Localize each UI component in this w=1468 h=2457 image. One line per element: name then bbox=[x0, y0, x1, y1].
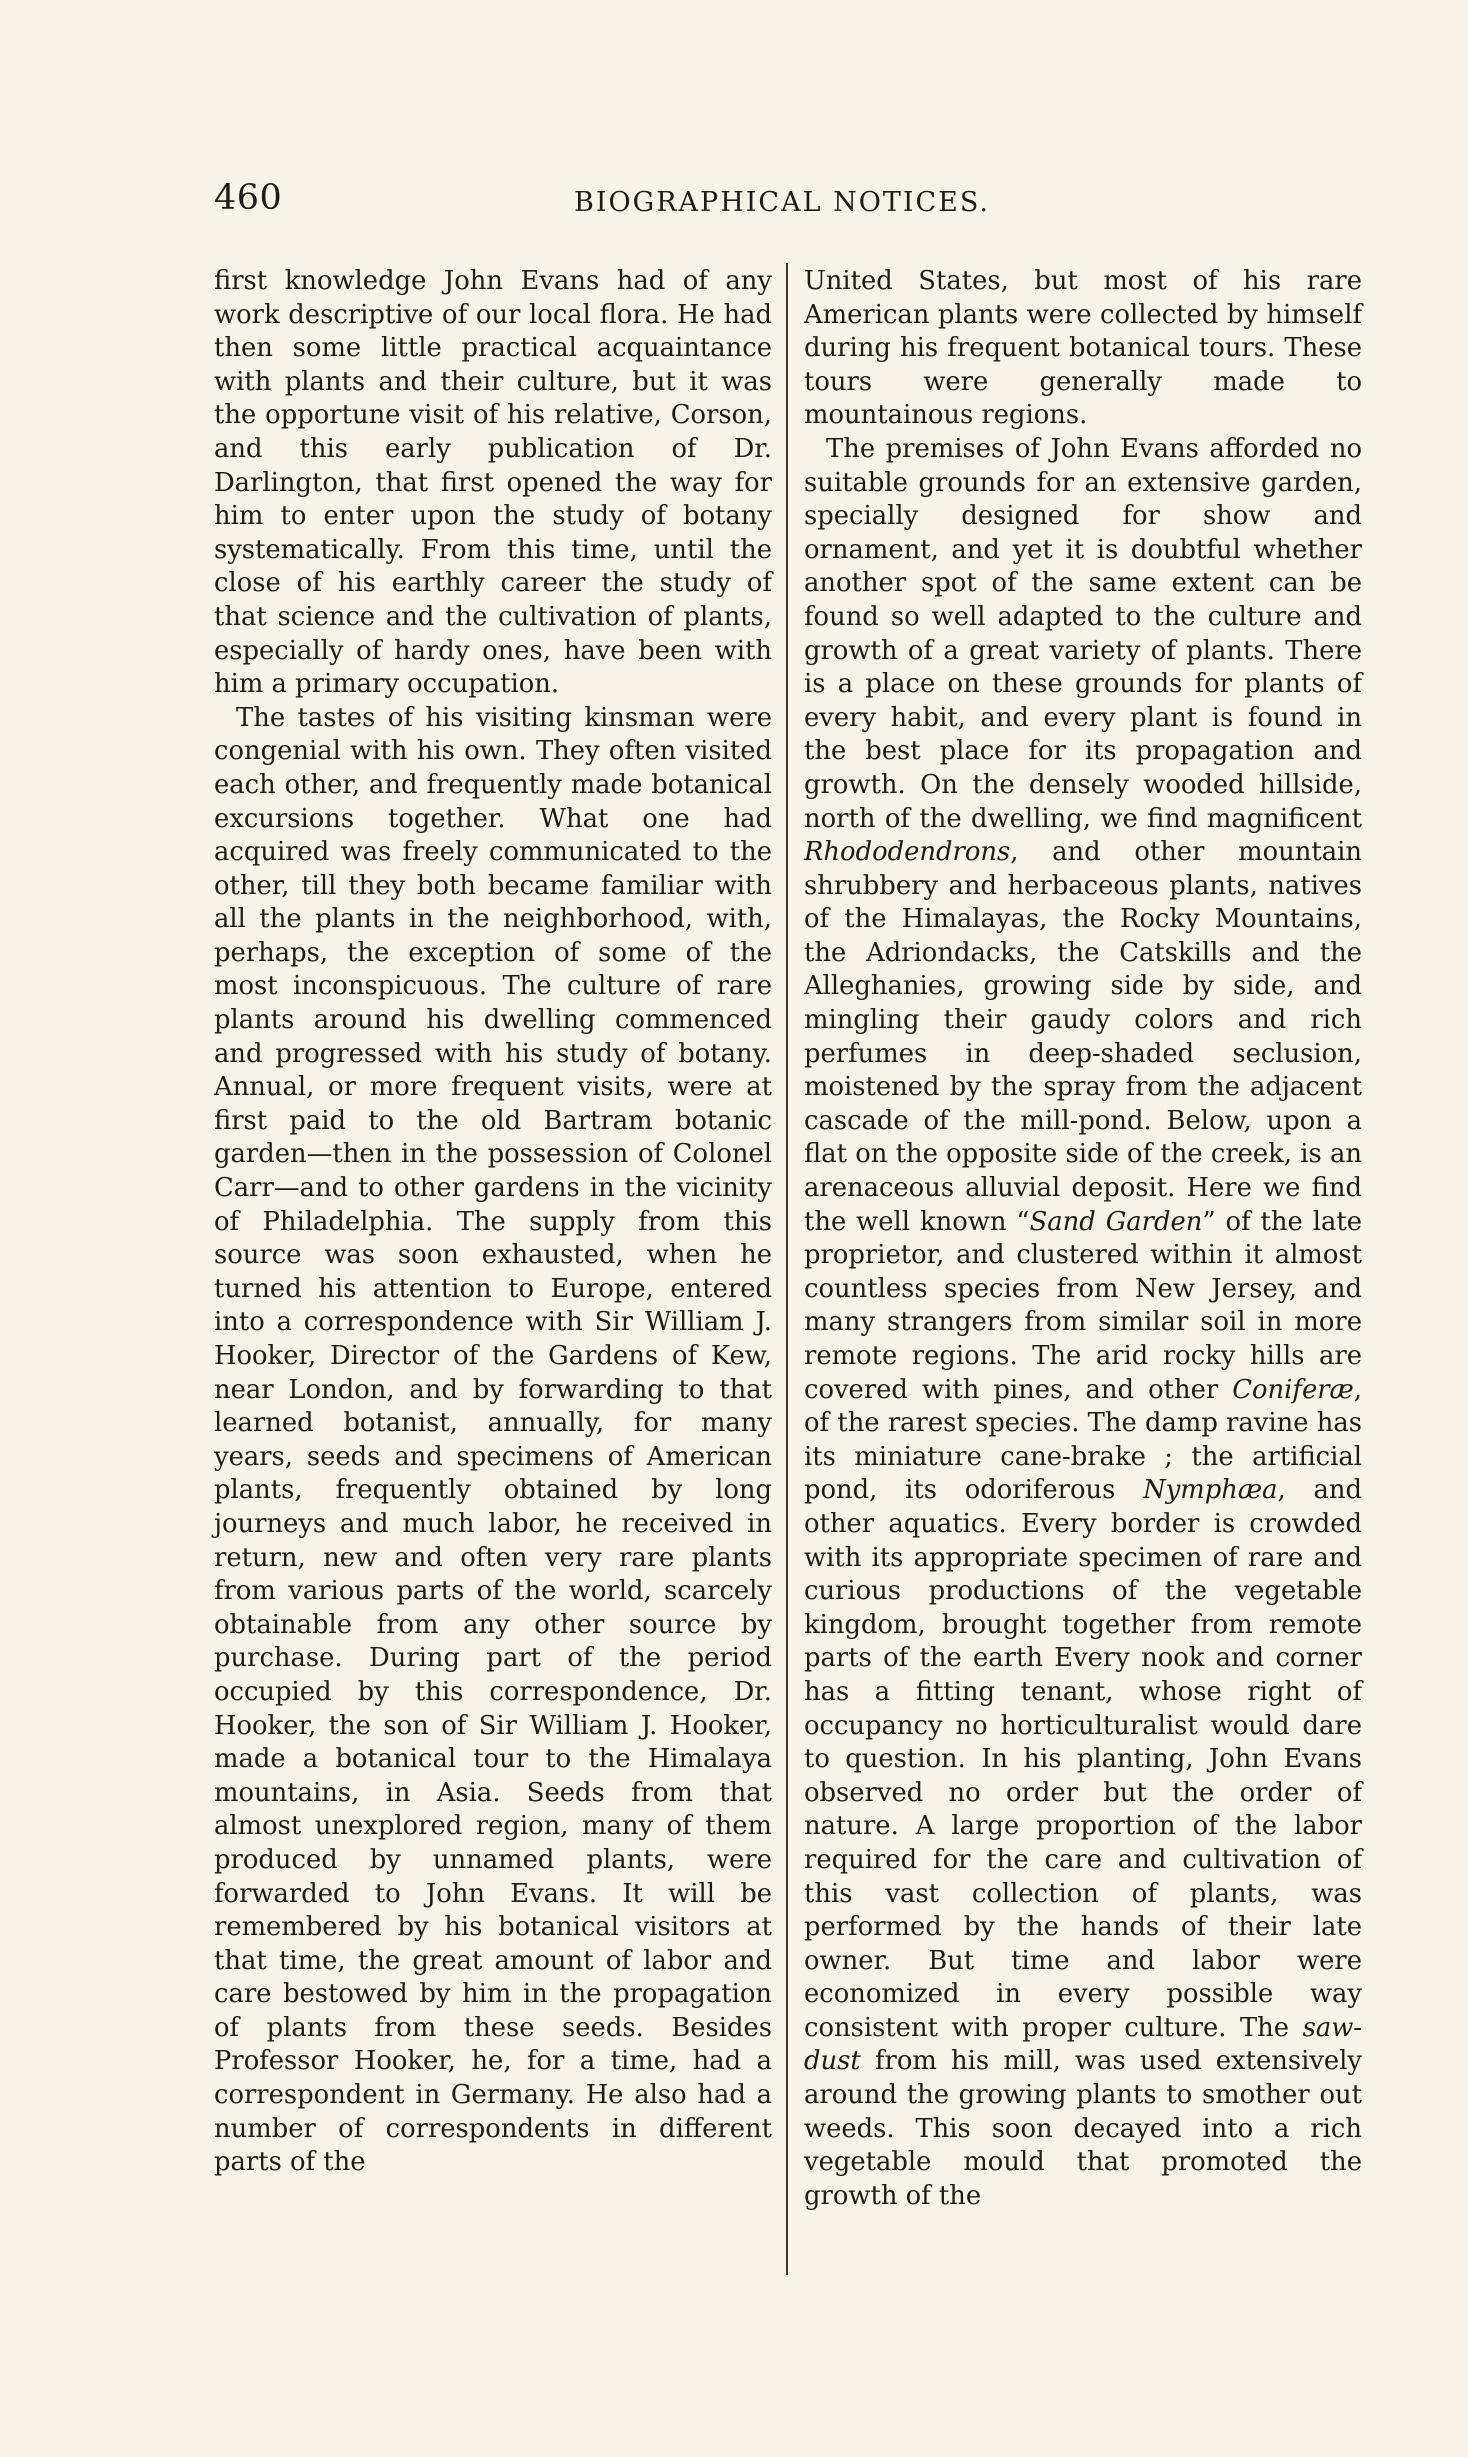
paragraph bbox=[804, 433, 1362, 2213]
text-run: , of the rarest species. The damp ravine has its miniature cane-brake ; the artificial pond, its odoriferous bbox=[804, 1374, 1362, 1506]
taxon-name: Nymphæa bbox=[1143, 1475, 1278, 1506]
emphasized-term: saw-dust bbox=[804, 2012, 1362, 2077]
paragraph: first knowledge John Evans had of any work descriptive of our local flora. He had then some little practical acquaintance with plants and their culture, but it was the opportune visit of his relative, Corson, and this early publication of Dr. Darlington, that first opened the way for him to enter upon the study of botany systematically. From this time, until the close of his earthly career the study of that science and the cultivation of plants, especially of hardy ones, have been with him a primary occupation. bbox=[214, 266, 772, 700]
running-head: BIOGRAPHICAL NOTICES. bbox=[574, 187, 991, 218]
page-header bbox=[214, 178, 1374, 228]
paragraph: The tastes of his visiting kinsman were congenial with his own. They often visited each other, and frequently made botanical excursions together. What one had acquired was freely communicated to the other, till they both became familiar with all the plants in the neighborhood, with, perhaps, the exception of some of the most inconspicuous. The culture of rare plants around his dwelling commenced and progressed with his study of botany. Annual, or more frequent visits, were at first paid to the old Bartram botanic garden—then in the possession of Colonel Carr—and to other gardens in the vicinity of Philadelphia. The supply from this source was soon exhausted, when he turned his attention to Europe, entered into a correspondence with Sir William J. Hooker, Director of the Gardens of Kew, near London, and by forwarding to that learned botanist, annually, for many years, seeds and specimens of American plants, frequently obtained by long journeys and much labor, he received in return, new and often very rare plants from various parts of the world, scarcely obtainable from any other source by purchase. During part of the period occupied by this correspondence, Dr. Hooker, the son of Sir William J. Hooker, made a botanical tour to the Himalaya mountains, in Asia. Seeds from that almost unexplored region, many of them produced by unnamed plants, were forwarded to John Evans. It will be remembered by his botanical visitors at that time, the great amount of labor and care bestowed by him in the propagation of plants from these seeds. Besides Professor Hooker, he, for a time, had a correspondent in Germany. He also had a number of correspondents in different parts of the bbox=[214, 702, 772, 2178]
text-run: , and other aquatics. Every border is crowded with its appropriate specimen of rare and curious productions of the vegetable kingdom, brought together from remote parts of the earth Every nook and corner has a fitting tenant, whose right of occupancy no horticulturalist would dare to question. In his planting, John Evans observed no order but the order of nature. A large proportion of the labor required for the care and cultivation of this vast collection of plants, was performed by the hands of their late owner. But time and labor were economized in every possible way consistent with proper culture. The bbox=[804, 1475, 1362, 2043]
text-run: , and other mountain shrubbery and herbaceous plants, natives of the Himalayas, the Rocky Mountains, the Adriondacks, the Catskills and the Alleghanies, growing side by side, and mingling their gaudy colors and rich perfumes in deep-shaded seclusion, moistened by the spray from the adjacent cascade of the mill-pond. Below, upon a flat on the opposite side of the creek, is an arenaceous alluvial deposit. Here we find the well known “ bbox=[804, 837, 1362, 1237]
taxon-name: Coniferæ bbox=[1232, 1374, 1354, 1405]
text-run: The premises of John Evans afforded no suitable grounds for an extensive garden, specially designed for show and ornament, and yet it is doubtful whether another spot of the same extent can be found so well adapted to the culture and growth of a great variety of plants. There is a place on these grounds for plants of every habit, and every plant is found in the best place for its propagation and growth. On the densely wooded hillside, north of the dwelling, we find magnificent bbox=[804, 433, 1362, 834]
text-run: ” of the late proprietor, and clustered within it almost countless species from New Jersey, and many strangers from similar soil in more remote regions. The arid rocky hills are covered with pines, and other bbox=[804, 1206, 1363, 1405]
garden-name: Sand Garden bbox=[1029, 1206, 1203, 1237]
right-column bbox=[804, 265, 1362, 2213]
column-divider bbox=[786, 263, 788, 2275]
page-number: 460 bbox=[214, 178, 283, 218]
left-column bbox=[214, 265, 772, 2180]
taxon-name: Rhododendrons bbox=[804, 837, 1011, 868]
paragraph: United States, but most of his rare American plants were collected by himself during his frequent botanical tours. These tours were generally made to mountainous regions. bbox=[804, 266, 1362, 431]
text-run: from his mill, was used extensively around the growing plants to smother out weeds. This soon decayed into a rich vegetable mould that promoted the growth of the bbox=[804, 2046, 1362, 2211]
